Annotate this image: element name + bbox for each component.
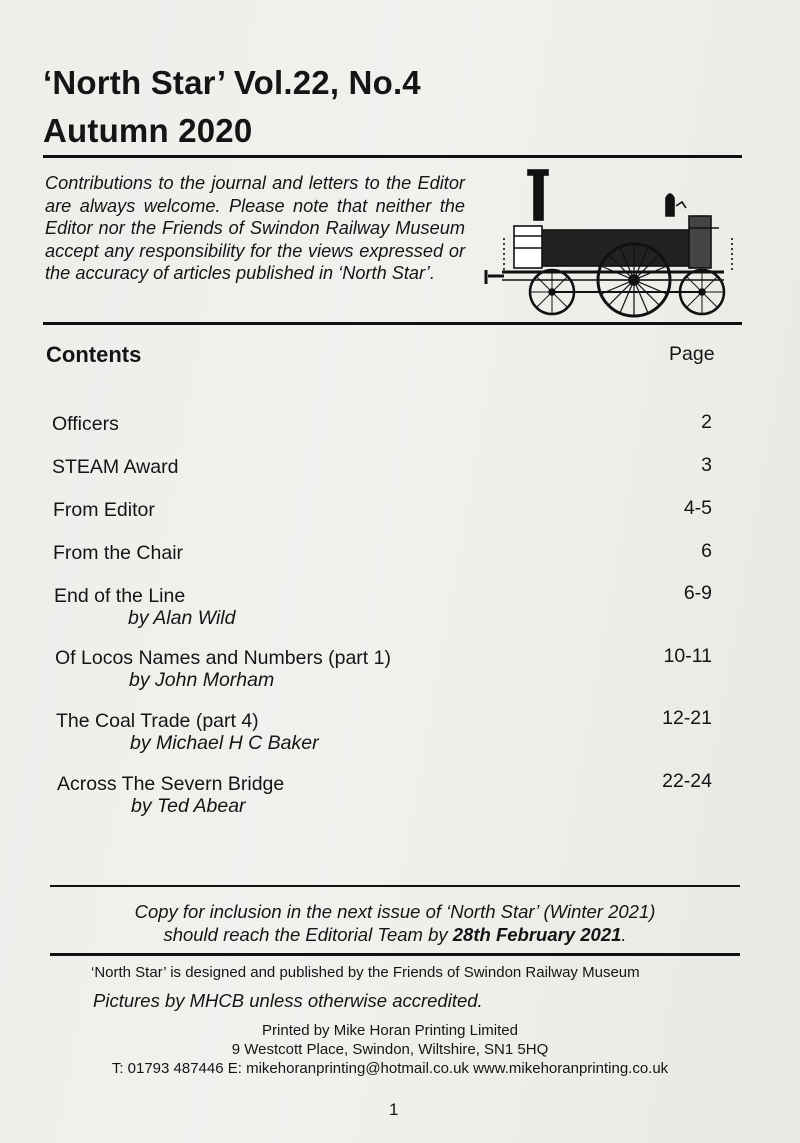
printer-address: 9 Westcott Place, Swindon, Wiltshire, SN1 5HQ [231,1041,549,1058]
note-bottom-divider [50,953,740,956]
copy-deadline-date: 28th February 2021 [452,924,622,945]
page-column-heading: Page [669,343,715,365]
copy-note-line2 [50,923,740,946]
toc-entry-author: by John Morham [129,669,275,691]
toc-entry [56,710,319,755]
toc-entry [52,456,178,479]
toc-entry-title: End of the Line [54,585,186,607]
copy-note-prefix: should reach the Editorial Team by [163,924,453,945]
toc-entry-title: Across The Severn Bridge [57,773,285,795]
toc-entry-page: 6 [701,540,712,562]
copy-note-suffix: . [621,924,627,945]
journal-title: ‘North Star’ Vol.22, No.4 [43,64,421,101]
toc-entry-title: From the Chair [53,542,184,564]
printer-contact: T: 01793 487446 E: mikehoranprinting@hotmail.co.uk www.mikehoranprinting.co.uk [111,1060,669,1077]
issue-season: Autumn 2020 [43,112,253,149]
toc-entry [52,413,119,436]
toc-entry-title: The Coal Trade (part 4) [56,710,259,732]
printer-name: Printed by Mike Horan Printing Limited [262,1022,518,1039]
toc-entry-page: 22-24 [662,770,712,792]
toc-entry-page: 10-11 [663,645,712,667]
toc-entry [57,773,284,818]
editorial-disclaimer: Contributions to the journal and letters to the Editor are always welcome. Please note that neither the Editor nor the Friends of Swindon Railway Museum accept any responsibility for the views expressed or the accuracy of articles published in ‘North Star’. [45,173,465,284]
title-divider [43,155,742,158]
toc-entry-page: 3 [701,454,712,476]
toc-entry-page: 12-21 [662,707,712,729]
header-divider [43,322,742,325]
toc-entry [54,585,235,630]
pictures-credit: Pictures by MHCB unless otherwise accredited. [93,990,483,1011]
copy-note-line1: Copy for inclusion in the next issue of ‘North Star’ (Winter 2021) [134,901,656,922]
page-number: 1 [389,1100,399,1119]
toc-entry [55,647,391,692]
toc-entry [53,542,183,565]
toc-entry-title: STEAM Award [52,456,179,478]
toc-entry-title: Of Locos Names and Numbers (part 1) [55,647,391,669]
copy-deadline-note [50,900,740,946]
toc-entry-title: From Editor [53,499,155,521]
publisher-statement: ‘North Star’ is designed and published by the Friends of Swindon Railway Museum [91,964,640,981]
contents-heading: Contents [46,342,142,367]
toc-entry-title: Officers [52,413,119,435]
toc-entry-author: by Ted Abear [131,795,246,817]
toc-entry-page: 6-9 [683,582,712,604]
toc-entry-author: by Michael H C Baker [130,732,319,754]
toc-entry [53,499,155,522]
locomotive-illustration [484,168,742,318]
toc-entry-page: 4-5 [683,497,712,519]
note-top-divider [50,885,740,887]
toc-entry-author: by Alan Wild [128,607,236,629]
toc-entry-page: 2 [701,411,712,433]
